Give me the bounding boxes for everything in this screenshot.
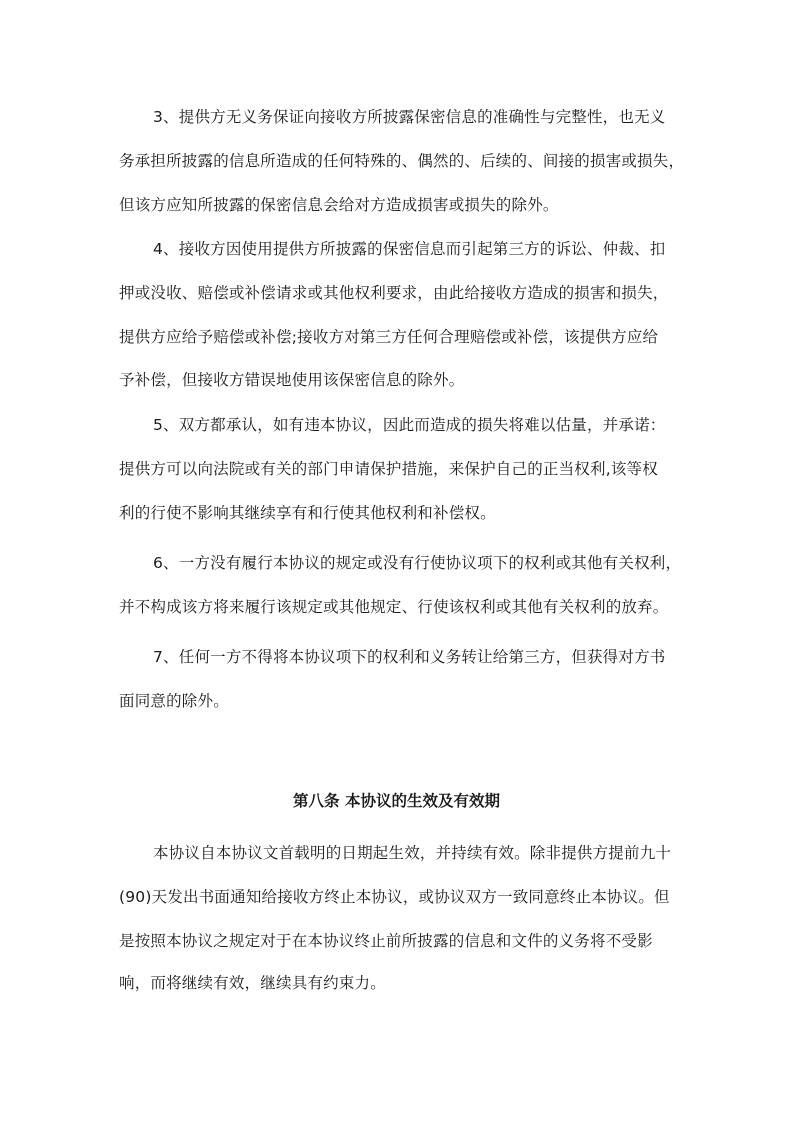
section-body-line-4: 响，而将继续有效，继续具有约束力。 <box>119 974 386 992</box>
clause-7-line-2: 面同意的除外。 <box>119 692 229 710</box>
clause-3-line-1: 3、提供方无义务保证向接收方所披露保密信息的准确性与完整性，也无义 <box>153 108 666 126</box>
clause-4-line-3: 提供方应给予赔偿或补偿;接收方对第三方任何合理赔偿或补偿，该提供方应给 <box>119 328 659 346</box>
clause-4-line-2: 押或没收、赔偿或补偿请求或其他权利要求，由此给接收方造成的损害和损失， <box>119 284 669 302</box>
clause-4-line-4: 予补偿，但接收方错误地使用该保密信息的除外。 <box>119 371 465 389</box>
clause-5-line-3: 利的行使不影响其继续享有和行使其他权利和补偿权。 <box>119 504 496 522</box>
clause-3-line-3: 但该方应知所披露的保密信息会给对方造成损害或损失的除外。 <box>119 196 559 214</box>
clause-5-line-1: 5、双方都承认，如有违本协议，因此而造成的损失将难以估量，并承诺： <box>153 416 666 434</box>
clause-7-line-1: 7、任何一方不得将本协议项下的权利和义务转让给第三方，但获得对方书 <box>153 648 666 666</box>
clause-6-line-2: 并不构成该方将来履行该规定或其他规定、行使该权利或其他有关权利的放弃。 <box>119 598 669 616</box>
section-heading: 第八条 本协议的生效及有效期 <box>293 792 500 810</box>
section-body-line-3: 是按照本协议之规定对于在本协议终止前所披露的信息和文件的义务将不受影 <box>119 932 653 950</box>
section-body-line-2: (90)天发出书面通知给接收方终止本协议，或协议双方一致同意终止本协议。但 <box>119 888 670 906</box>
clause-3-line-2: 务承担所披露的信息所造成的任何特殊的、偶然的、后续的、间接的损害或损失， <box>119 152 685 170</box>
clause-6-line-1: 6、一方没有履行本协议的规定或没有行使协议项下的权利或其他有关权利， <box>153 554 682 572</box>
clause-4-line-1: 4、接收方因使用提供方所披露的保密信息而引起第三方的诉讼、仲裁、扣 <box>153 240 666 258</box>
clause-5-line-2: 提供方可以向法院或有关的部门申请保护措施，来保护自己的正当权利,该等权 <box>119 460 658 478</box>
section-body-line-1: 本协议自本协议文首载明的日期起生效，并持续有效。除非提供方提前九十 <box>153 844 672 862</box>
